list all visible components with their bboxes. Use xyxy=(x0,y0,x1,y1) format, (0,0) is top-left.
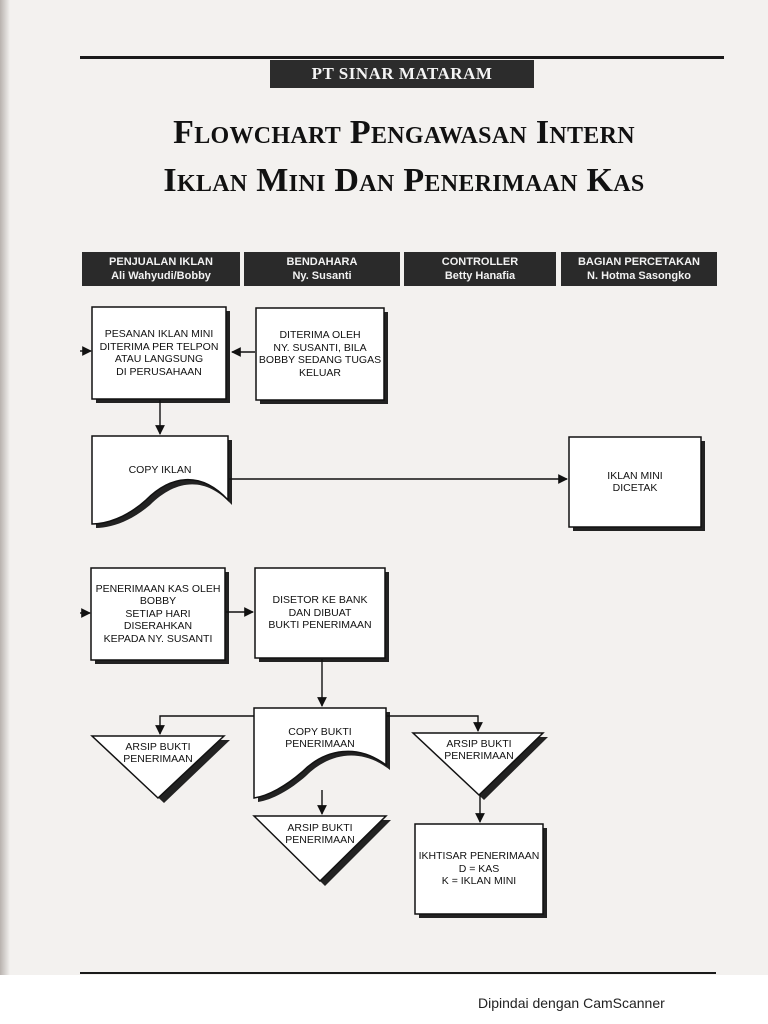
node-copy-iklan-label: COPY IKLAN xyxy=(128,463,192,476)
node-arsip-middle-label: ARSIP BUKTI PENERIMAAN xyxy=(285,821,355,846)
node-copy-bukti-label: COPY BUKTI PENERIMAAN xyxy=(285,725,355,750)
node-arsip-left-label: ARSIP BUKTI PENERIMAAN xyxy=(123,740,193,765)
lane-person: Ali Wahyudi/Bobby xyxy=(111,270,211,282)
node-iklan-dicetak-label: IKLAN MINI DICETAK xyxy=(607,469,663,494)
lane-name: BAGIAN PERCETAKAN xyxy=(577,256,701,268)
lane-person: Ny. Susanti xyxy=(292,270,352,282)
node-pesanan-label: PESANAN IKLAN MINI DITERIMA PER TELPON ATAU LANGSUNG DI PERUSAHAAN xyxy=(99,328,219,378)
node-disetor-label: DISETOR KE BANK DAN DIBUAT BUKTI PENERIMAAN xyxy=(268,594,372,632)
node-penerimaan-kas-label: PENERIMAAN KAS OLEH BOBBY SETIAP HARI DISERAHKAN KEPADA NY. SUSANTI xyxy=(95,582,221,645)
lane-name: PENJUALAN IKLAN xyxy=(109,256,213,268)
scanner-watermark: Dipindai dengan CamScanner xyxy=(478,995,665,1011)
company-badge: PT SINAR MATARAM xyxy=(270,60,534,88)
lane-person: N. Hotma Sasongko xyxy=(587,270,691,282)
bottom-rule xyxy=(80,972,716,974)
node-ikhtisar-label: IKHTISAR PENERIMAAN D = KAS K = IKLAN MINI xyxy=(418,850,540,888)
node-arsip-right-label: ARSIP BUKTI PENERIMAAN xyxy=(444,737,514,762)
arrow-to-archive-right xyxy=(386,716,478,731)
arrow-to-archive-left xyxy=(160,716,254,734)
lane-name: CONTROLLER xyxy=(441,256,519,268)
node-diterima-label: DITERIMA OLEH NY. SUSANTI, BILA BOBBY SEDANG TUGAS KELUAR xyxy=(258,329,382,379)
title-line-1: Flowchart Pengawasan Intern xyxy=(173,114,635,151)
lane-person: Betty Hanafia xyxy=(444,270,516,282)
lane-name: BENDAHARA xyxy=(286,256,358,268)
title-line-2: Iklan Mini Dan Penerimaan Kas xyxy=(163,162,645,199)
